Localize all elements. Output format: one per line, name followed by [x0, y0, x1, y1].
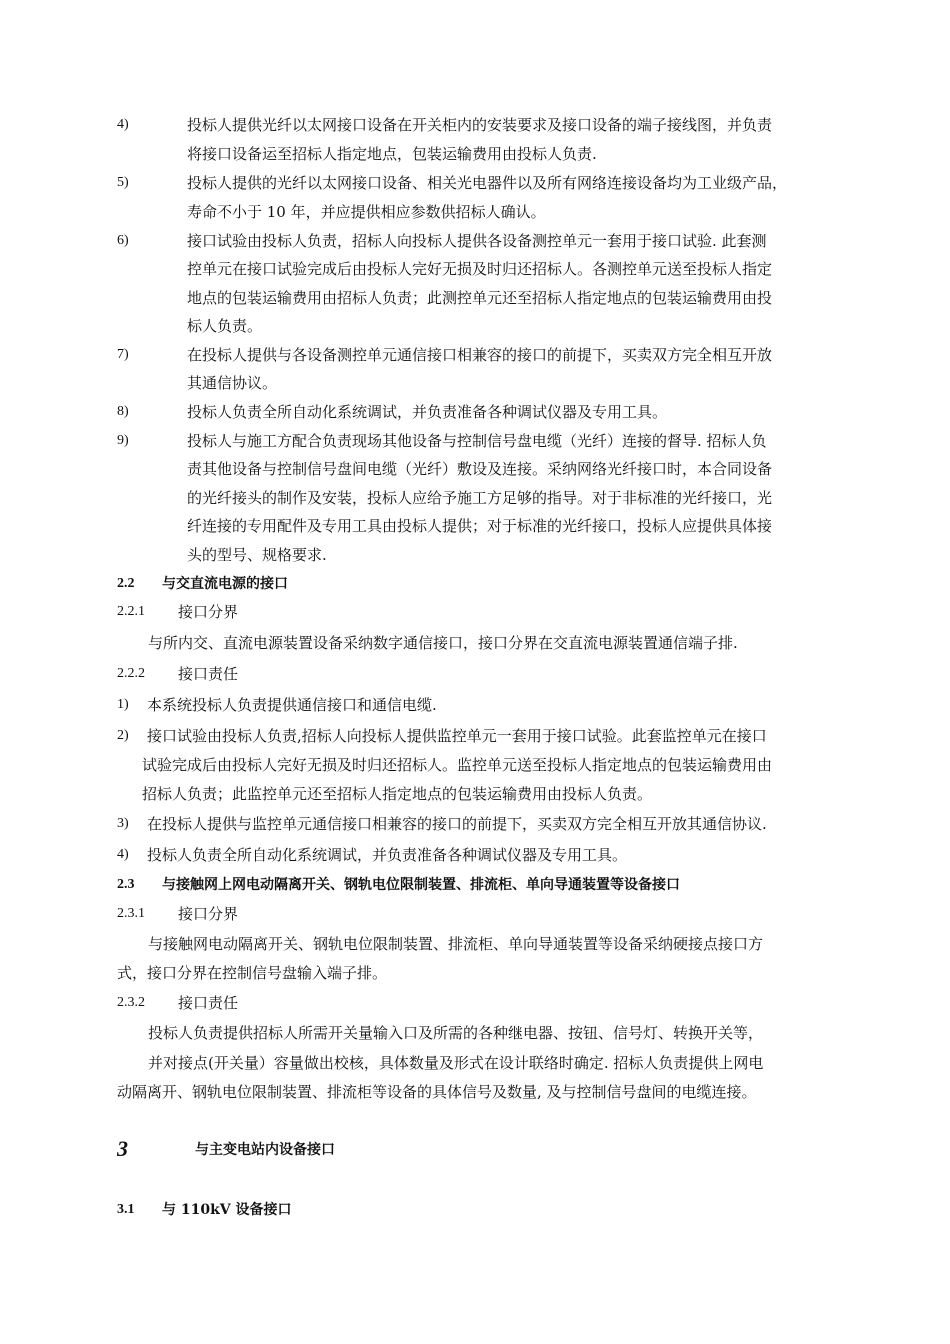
- list-text-line: 其通信协议。: [187, 374, 278, 392]
- list-number: 5): [117, 175, 129, 190]
- list-number: 2): [117, 728, 129, 743]
- list-text-line: 地点的包装运输费用由招标人负责；此测控单元还至招标人指定地点的包装运输费用由投: [187, 289, 773, 307]
- list-text-line: 投标人提供的光纤以太网接口设备、相关光电器件以及所有网络连接设备均为工业级产品，: [187, 174, 788, 192]
- section-title: 接口分界: [178, 603, 239, 621]
- paragraph-line: 与接触网电动隔离开关、钢轨电位限制装置、排流柜、单向导通装置等设备采纳硬接点接口方: [148, 935, 764, 953]
- section-title: 与 110kV 设备接口: [162, 1202, 292, 1218]
- list-number: 7): [117, 347, 129, 362]
- list-text-line: 试验完成后由投标人完好无损及时归还招标人。监控单元送至投标人指定地点的包装运输费用由: [142, 756, 773, 774]
- list-text-line: 标人负责。: [187, 317, 263, 335]
- list-text-line: 接口试验由投标人负责,招标人向投标人提供监控单元一套用于接口试验。此套监控单元在接口: [147, 727, 767, 745]
- list-number: 4): [117, 847, 129, 862]
- list-number: 8): [117, 404, 129, 419]
- section-number: 2.2.2: [117, 666, 145, 681]
- list-number: 4): [117, 117, 129, 132]
- section-number: 2.3.1: [117, 906, 145, 921]
- section-title: 接口分界: [178, 905, 239, 923]
- section-title: 与接触网上网电动隔离开关、钢轨电位限制装置、排流柜、单向导通装置等设备接口: [162, 877, 680, 893]
- list-text-line: 将接口设备运至招标人指定地点，包装运输费用由投标人负责.: [187, 145, 597, 163]
- list-text-line: 在投标人提供与监控单元通信接口相兼容的接口的前提下，买卖双方完全相互开放其通信协议.: [147, 815, 767, 833]
- section-number: 2.2: [117, 576, 135, 591]
- list-text-line: 在投标人提供与各设备测控单元通信接口相兼容的接口的前提下，买卖双方完全相互开放: [187, 346, 773, 364]
- list-text-line: 责其他设备与控制信号盘间电缆（光纤）敷设及连接。采纳网络光纤接口时，本合同设备: [187, 460, 773, 478]
- list-text-line: 的光纤接头的制作及安装，投标人应给予施工方足够的指导。对于非标准的光纤接口，光: [187, 489, 773, 507]
- section-number: 3.1: [117, 1202, 135, 1217]
- list-text-line: 投标人负责全所自动化系统调试，并负责准备各种调试仪器及专用工具。: [147, 846, 628, 864]
- list-text-line: 本系统投标人负责提供通信接口和通信电缆.: [147, 696, 437, 714]
- chapter-title: 与主变电站内设备接口: [195, 1142, 335, 1158]
- paragraph-line: 式，接口分界在控制信号盘输入端子排。: [117, 964, 388, 982]
- list-text-line: 投标人提供光纤以太网接口设备在开关柜内的安装要求及接口设备的端子接线图，并负责: [187, 116, 773, 134]
- paragraph-line: 并对接点(开关量）容量做出校核，具体数量及形式在设计联络时确定. 招标人负责提供上网电: [148, 1054, 764, 1072]
- list-number: 9): [117, 433, 129, 448]
- list-text-line: 投标人与施工方配合负责现场其他设备与控制信号盘电缆（光纤）连接的督导. 招标人负: [187, 432, 767, 450]
- list-text-line: 投标人负责全所自动化系统调试，并负责准备各种调试仪器及专用工具。: [187, 403, 668, 421]
- list-text-line: 寿命不小于 10 年，并应提供相应参数供招标人确认。: [187, 203, 546, 221]
- list-number: 6): [117, 233, 129, 248]
- section-number: 2.3.2: [117, 995, 145, 1010]
- section-title: 与交直流电源的接口: [162, 576, 288, 592]
- paragraph-line: 与所内交、直流电源装置设备采纳数字通信接口，接口分界在交直流电源装置通信端子排.: [148, 634, 738, 652]
- paragraph-line: 动隔离开、钢轨电位限制装置、排流柜等设备的具体信号及数量, 及与控制信号盘间的电缆连接。: [117, 1083, 757, 1101]
- list-number: 3): [117, 816, 129, 831]
- list-text-line: 招标人负责；此监控单元还至招标人指定地点的包装运输费用由投标人负责。: [142, 785, 653, 803]
- section-number: 2.3: [117, 877, 135, 892]
- list-number: 1): [117, 697, 129, 712]
- section-title: 接口责任: [178, 994, 239, 1012]
- list-text-line: 头的型号、规格要求.: [187, 546, 327, 564]
- section-title: 接口责任: [178, 665, 239, 683]
- paragraph-line: 投标人负责提供招标人所需开关量输入口及所需的各种继电器、按钮、信号灯、转换开关等，: [148, 1024, 764, 1042]
- section-number: 2.2.1: [117, 604, 145, 619]
- chapter-number: 3: [117, 1136, 128, 1161]
- list-text-line: 控单元在接口试验完成后由投标人完好无损及时归还招标人。各测控单元送至投标人指定: [187, 260, 773, 278]
- list-text-line: 接口试验由投标人负责，招标人向投标人提供各设备测控单元一套用于接口试验. 此套测: [187, 232, 767, 250]
- list-text-line: 纤连接的专用配件及专用工具由投标人提供；对于标准的光纤接口，投标人应提供具体接: [187, 517, 773, 535]
